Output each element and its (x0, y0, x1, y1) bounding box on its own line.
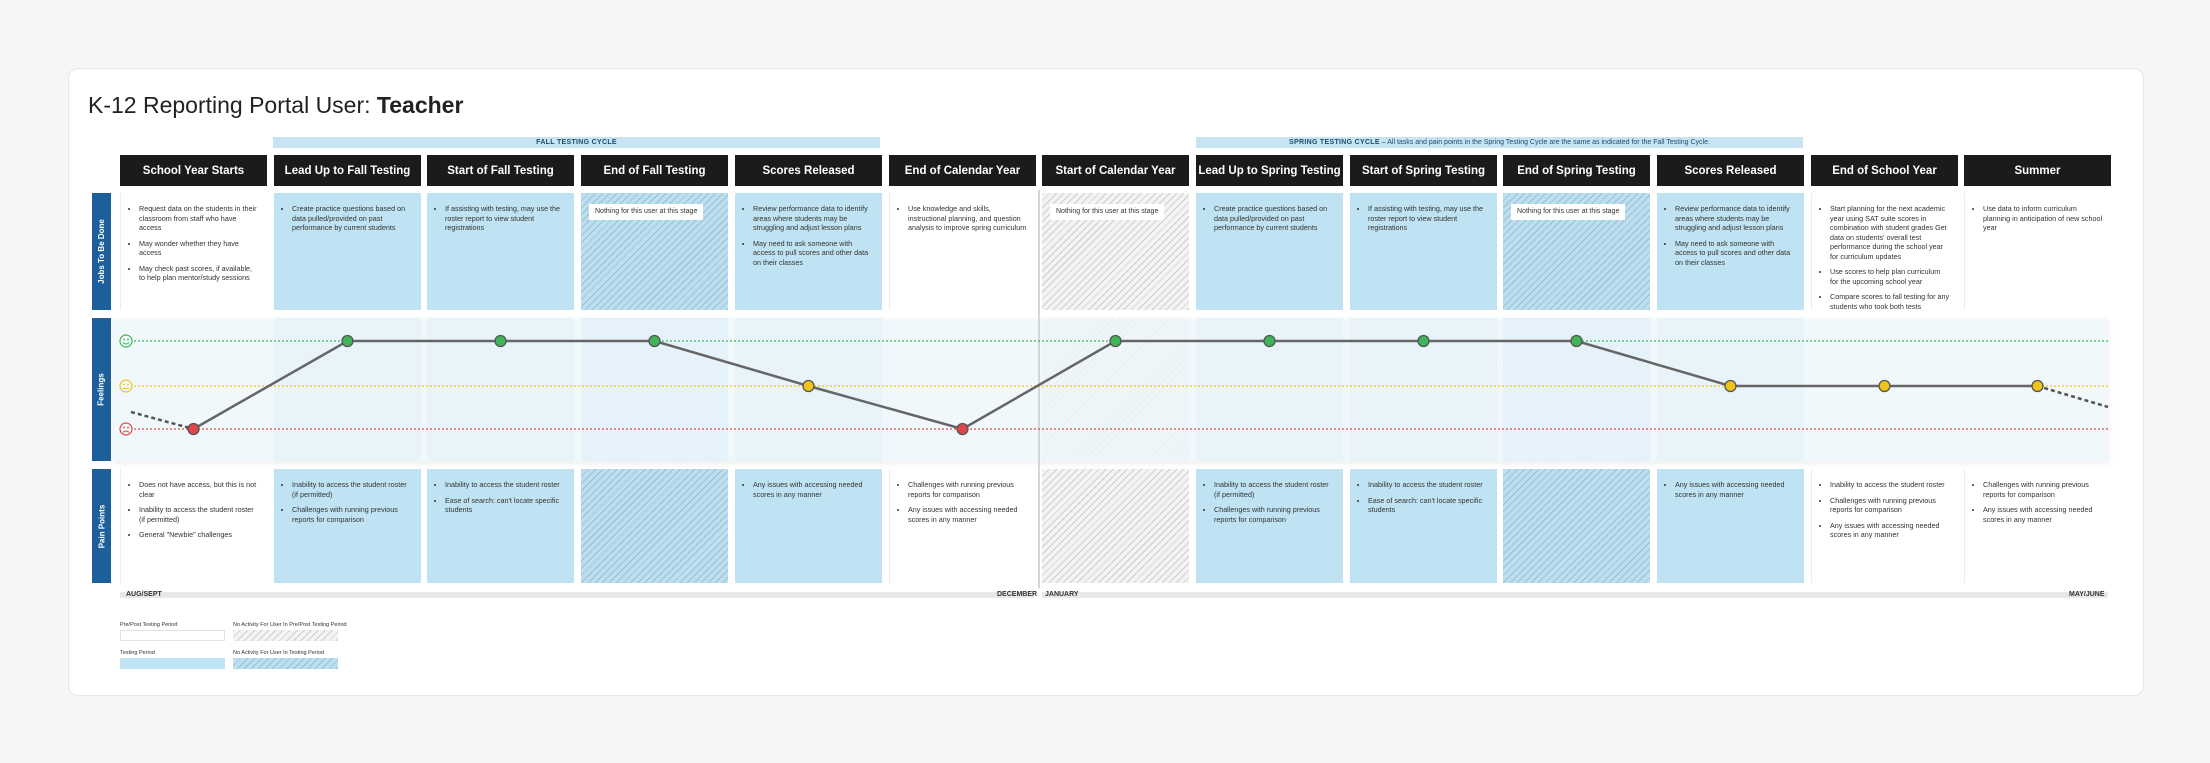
pain-list-item: • Inability to access the student roster (1368, 480, 1489, 490)
pain-list-item: • Any issues with accessing needed scores in any manner (1830, 521, 1950, 540)
pain-list-item: • Challenges with running previous reports for comparison (1214, 505, 1335, 524)
jobs-list-item: • Use scores to help plan curriculum for the upcoming school year (1830, 267, 1950, 286)
feeling-point-positive (1110, 336, 1121, 347)
timeline-spring (1042, 592, 2108, 598)
stage-header-scores-released-10: Scores Released (1657, 155, 1804, 186)
fall-band-label: FALL TESTING CYCLE (536, 139, 617, 146)
stage-header-start-of-calendar-year-6: Start of Calendar Year (1042, 155, 1189, 186)
pain-list-item: • Challenges with running previous reports for comparison (292, 505, 413, 524)
stage-header-lead-up-to-fall-testing-1: Lead Up to Fall Testing (274, 155, 421, 186)
feeling-point-positive (1418, 336, 1429, 347)
pain-list-item: • Any issues with accessing needed scores in any manner (1675, 480, 1796, 499)
pain-list-item: • Ease of search: can't locate specific students (1368, 496, 1489, 515)
stage-header-end-of-fall-testing-3: End of Fall Testing (581, 155, 728, 186)
timeline-fall (120, 592, 1034, 598)
timeline-december-label: DECEMBER (997, 591, 1038, 598)
jobs-list-item: • Create practice questions based on data pulled/provided on past performance by current students (292, 204, 413, 233)
pain-list-item: • Any issues with accessing needed scores in any manner (753, 480, 874, 499)
legend-pre-post-swatch (120, 630, 225, 641)
jobs-list-item: • If assisting with testing, may use the roster report to view student registrations (445, 204, 566, 233)
feeling-trail-out (2038, 386, 2109, 407)
feeling-point-positive (1571, 336, 1582, 347)
stage-header-scores-released-4: Scores Released (735, 155, 882, 186)
jobs-list-item: • Start planning for the next academic year using SAT suite scores in combination with student grades Get data on students' overall test performance during the school year for curriculum updates (1830, 204, 1950, 261)
timeline-start-label: AUG/SEPT (126, 591, 162, 598)
spring-band-label: SPRING TESTING CYCLE (1289, 139, 1380, 146)
legend-no-activity-pre-post-swatch (233, 630, 338, 641)
stage-header-lead-up-to-spring-testing-7: Lead Up to Spring Testing (1196, 155, 1343, 186)
legend-pre-post-label: Pre/Post Testing Period (120, 622, 178, 628)
feeling-point-neutral (803, 381, 814, 392)
feeling-point-positive (342, 336, 353, 347)
row-label-feelings-text: Feelings (97, 373, 107, 406)
feeling-lead-in (131, 412, 194, 429)
jobs-list-item: • If assisting with testing, may use the roster report to view student registrations (1368, 204, 1489, 233)
stage-header-start-of-fall-testing-2: Start of Fall Testing (427, 155, 574, 186)
jobs-list-item: • Compare scores to fall testing for any students who took both tests (1830, 292, 1950, 310)
jobs-list-item: • Use knowledge and skills, instructional planning, and question analysis to improve spring curriculum (908, 204, 1028, 233)
pain-list-item: • Does not have access, but this is not clear (139, 480, 259, 499)
feeling-point-negative (957, 424, 968, 435)
feeling-point-negative (188, 424, 199, 435)
jobs-list-item: • May need to ask someone with access to pull scores and other data on their classes (753, 239, 874, 268)
spring-band-note: – All tasks and pain points in the Spring Testing Cycle are the same as indicated for the Fall Testing Cycle. (1379, 139, 1710, 146)
timeline-end-label: MAY/JUNE (2069, 591, 2105, 598)
frowning-face-icon (120, 423, 132, 435)
feeling-point-positive (495, 336, 506, 347)
no-activity-note: Nothing for this user at this stage (589, 204, 703, 220)
timeline-january-label: JANUARY (1045, 591, 1079, 598)
stage-header-school-year-starts-0: School Year Starts (120, 155, 267, 186)
legend-no-activity-pre-post-label: No Activity For User In Pre/Post Testing Period (233, 622, 347, 628)
stage-header-end-of-school-year-11: End of School Year (1811, 155, 1958, 186)
pain-list-item: • Inability to access the student roster (if permitted) (1214, 480, 1335, 499)
feeling-point-neutral (2032, 381, 2043, 392)
legend-testing-label: Testing Period (120, 650, 155, 656)
jobs-list-item: • Create practice questions based on data pulled/provided on past performance by current students (1214, 204, 1335, 233)
pain-list-item: • Inability to access the student roster (if permitted) (292, 480, 413, 499)
jobs-list-item: • Use data to inform curriculum planning in anticipation of new school year (1983, 204, 2103, 233)
jobs-list-item: • Request data on the students in their classroom from staff who have access (139, 204, 259, 233)
stage-header-start-of-spring-testing-8: Start of Spring Testing (1350, 155, 1497, 186)
feelings-line (194, 341, 2038, 429)
pain-list-item: • Any issues with accessing needed scores in any manner (908, 505, 1028, 524)
neutral-face-icon (120, 380, 132, 392)
stage-header-end-of-calendar-year-5: End of Calendar Year (889, 155, 1036, 186)
jobs-list-item: • May need to ask someone with access to pull scores and other data on their classes (1675, 239, 1796, 268)
legend-no-activity-testing-label: No Activity For User In Testing Period (233, 650, 324, 656)
pain-list-item: • Challenges with running previous reports for comparison (1830, 496, 1950, 515)
jobs-list-item: • May check past scores, if available, to help plan mentor/study sessions (139, 264, 259, 283)
feeling-point-positive (1264, 336, 1275, 347)
legend-no-activity-testing-swatch (233, 658, 338, 669)
stage-header-summer-12: Summer (1964, 155, 2111, 186)
title-user: Teacher (376, 92, 464, 118)
stage-header-end-of-spring-testing-9: End of Spring Testing (1503, 155, 1650, 186)
pain-list-item: • Any issues with accessing needed scores in any manner (1983, 505, 2103, 524)
row-label-jobs-text: Jobs To Be Done (97, 219, 106, 284)
feeling-point-neutral (1725, 381, 1736, 392)
feeling-point-neutral (1879, 381, 1890, 392)
jobs-list-item: • May wonder whether they have access (139, 239, 259, 258)
pain-list-item: • Challenges with running previous reports for comparison (908, 480, 1028, 499)
pain-list-item: • Inability to access the student roster (1830, 480, 1950, 490)
pain-list-item: • Challenges with running previous reports for comparison (1983, 480, 2103, 499)
feeling-point-positive (649, 336, 660, 347)
smiley-face-icon (120, 335, 132, 347)
title-prefix: K-12 Reporting Portal User: (88, 92, 377, 118)
pain-list-item: • General "Newbie" challenges (139, 530, 259, 540)
jobs-list-item: • Review performance data to identify areas where students may be struggling and adjust lesson plans (1675, 204, 1796, 233)
pain-list-item: • Inability to access the student roster (if permitted) (139, 505, 259, 524)
jobs-list-item: • Review performance data to identify areas where students may be struggling and adjust lesson plans (753, 204, 874, 233)
no-activity-note: Nothing for this user at this stage (1050, 204, 1164, 220)
legend-testing-swatch (120, 658, 225, 669)
no-activity-note: Nothing for this user at this stage (1511, 204, 1625, 220)
pain-list-item: • Ease of search: can't locate specific students (445, 496, 566, 515)
pain-list-item: • Inability to access the student roster (445, 480, 566, 490)
row-label-pain-text: Pain Points (97, 504, 106, 548)
